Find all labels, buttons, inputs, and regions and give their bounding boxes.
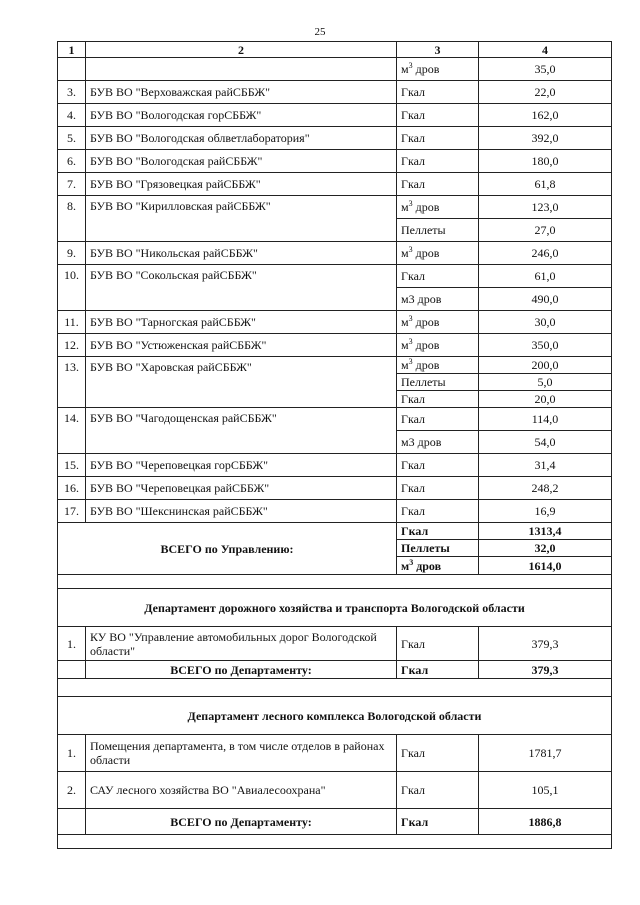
table-row [58,477,612,500]
unit-cell: Гкал [397,735,479,772]
value-cell: 1614,0 [479,557,612,575]
unit-cell: $м^3$ дров [397,557,479,575]
table-row [58,627,612,661]
total-label: ВСЕГО по Департаменту: [86,809,397,835]
unit-cell: Гкал [397,661,479,679]
value-cell: 61,8 [479,173,612,196]
value-cell: 123,0 [479,196,612,219]
unit-cell: Пеллеты [397,374,479,391]
value-cell: 1313,4 [479,523,612,540]
row-number: 13. [58,357,86,408]
org-name: БУВ ВО "Устюженская райСББЖ" [86,334,397,357]
table-row [58,265,612,288]
value-cell: 379,3 [479,661,612,679]
value-cell: 35,0 [479,58,612,81]
table-row [58,242,612,265]
table-row [58,500,612,523]
unit-cell: $м^3$ дров [397,58,479,81]
table-row [58,454,612,477]
row-number: 10. [58,265,86,311]
total-row [58,809,612,835]
value-cell: 105,1 [479,772,612,809]
table-row [58,311,612,334]
value-cell: 31,4 [479,454,612,477]
value-cell: 27,0 [479,219,612,242]
header-row [58,42,612,58]
value-cell: 246,0 [479,242,612,265]
table-row [58,334,612,357]
header-col-4: 4 [479,42,612,58]
unit-cell: $м^3$ дров [397,334,479,357]
unit-cell: Гкал [397,81,479,104]
table-row [58,127,612,150]
row-number: 5. [58,127,86,150]
section-title-row [58,697,612,735]
value-cell: 5,0 [479,374,612,391]
unit-cell: Гкал [397,454,479,477]
unit-cell: Гкал [397,477,479,500]
org-name: БУВ ВО "Вологодская райСББЖ" [86,150,397,173]
row-number: 2. [58,772,86,809]
org-name: БУВ ВО "Вологодская горСББЖ" [86,104,397,127]
org-name: БУВ ВО "Верховажская райСББЖ" [86,81,397,104]
org-name: Помещения департамента, в том числе отделов в районах области [86,735,397,772]
table-row [58,196,612,219]
org-name: БУВ ВО "Вологодская облветлаборатория" [86,127,397,150]
org-name: БУВ ВО "Череповецкая райСББЖ" [86,477,397,500]
table-row [58,772,612,809]
total-row [58,523,612,540]
row-number: 16. [58,477,86,500]
value-cell: 22,0 [479,81,612,104]
consumption-table [57,41,612,849]
table-row [58,104,612,127]
spacer-row [58,835,612,849]
value-cell: 54,0 [479,431,612,454]
value-cell: 32,0 [479,540,612,557]
org-name: САУ лесного хозяйства ВО "Авиалесоохрана" [86,772,397,809]
row-number: 3. [58,81,86,104]
org-name: БУВ ВО "Череповецкая горСББЖ" [86,454,397,477]
row-number: 6. [58,150,86,173]
unit-cell: Гкал [397,391,479,408]
unit-cell: Гкал [397,523,479,540]
total-label: ВСЕГО по Департаменту: [86,661,397,679]
unit-cell: $м^3$ дров [397,242,479,265]
value-cell: 490,0 [479,288,612,311]
unit-cell: $м^3$ дров [397,311,479,334]
spacer-row [58,575,612,589]
row-number: 15. [58,454,86,477]
org-name: БУВ ВО "Сокольская райСББЖ" [86,265,397,311]
section-title-row [58,589,612,627]
section-title-road: Департамент дорожного хозяйства и транспорта Вологодской области [58,589,612,627]
unit-cell: Гкал [397,173,479,196]
unit-cell: Гкал [397,408,479,431]
org-name: БУВ ВО "Чагодощенская райСББЖ" [86,408,397,454]
unit-cell: Гкал [397,150,479,173]
unit-cell: Гкал [397,104,479,127]
org-name: БУВ ВО "Никольская райСББЖ" [86,242,397,265]
header-col-2: 2 [86,42,397,58]
unit-cell: Пеллеты [397,540,479,557]
unit-cell: м3 дров [397,431,479,454]
value-cell: 114,0 [479,408,612,431]
table-row [58,357,612,374]
value-cell: 392,0 [479,127,612,150]
value-cell: 61,0 [479,265,612,288]
unit-cell: Пеллеты [397,219,479,242]
org-name: БУВ ВО "Тарногская райСББЖ" [86,311,397,334]
org-name: БУВ ВО "Шекснинская райСББЖ" [86,500,397,523]
table-row [58,735,612,772]
value-cell: 350,0 [479,334,612,357]
value-cell: 1886,8 [479,809,612,835]
total-row [58,661,612,679]
header-col-1: 1 [58,42,86,58]
value-cell: 162,0 [479,104,612,127]
value-cell: 180,0 [479,150,612,173]
value-cell: 379,3 [479,627,612,661]
value-cell: 30,0 [479,311,612,334]
unit-cell: м3 дров [397,288,479,311]
unit-cell: Гкал [397,772,479,809]
unit-cell: Гкал [397,500,479,523]
row-number: 4. [58,104,86,127]
org-name: КУ ВО "Управление автомобильных дорог Вологодской области" [86,627,397,661]
value-cell: 200,0 [479,357,612,374]
unit-cell: Гкал [397,265,479,288]
table-row [58,408,612,431]
table-row [58,150,612,173]
row-number: 7. [58,173,86,196]
unit-cell: $м^3$ дров [397,196,479,219]
org-name: БУВ ВО "Кирилловская райСББЖ" [86,196,397,242]
unit-cell: $м^3$ дров [397,357,479,374]
table-row [58,81,612,104]
value-cell: 20,0 [479,391,612,408]
row-number: 9. [58,242,86,265]
value-cell: 248,2 [479,477,612,500]
value-cell: 16,9 [479,500,612,523]
value-cell: 1781,7 [479,735,612,772]
unit-cell: Гкал [397,809,479,835]
row-number: 8. [58,196,86,242]
row-number: 1. [58,735,86,772]
org-name: БУВ ВО "Харовская райСББЖ" [86,357,397,408]
row-number: 12. [58,334,86,357]
row-number: 14. [58,408,86,454]
unit-cell: Гкал [397,627,479,661]
row-number: 11. [58,311,86,334]
page-number: 25 [314,26,326,38]
table-row [58,58,612,81]
unit-cell: Гкал [397,127,479,150]
spacer-row [58,679,612,697]
org-name: БУВ ВО "Грязовецкая райСББЖ" [86,173,397,196]
table-row [58,173,612,196]
total-label: ВСЕГО по Управлению: [58,523,397,575]
row-number: 17. [58,500,86,523]
header-col-3: 3 [397,42,479,58]
section-title-forest: Департамент лесного комплекса Вологодской области [58,697,612,735]
row-number: 1. [58,627,86,661]
